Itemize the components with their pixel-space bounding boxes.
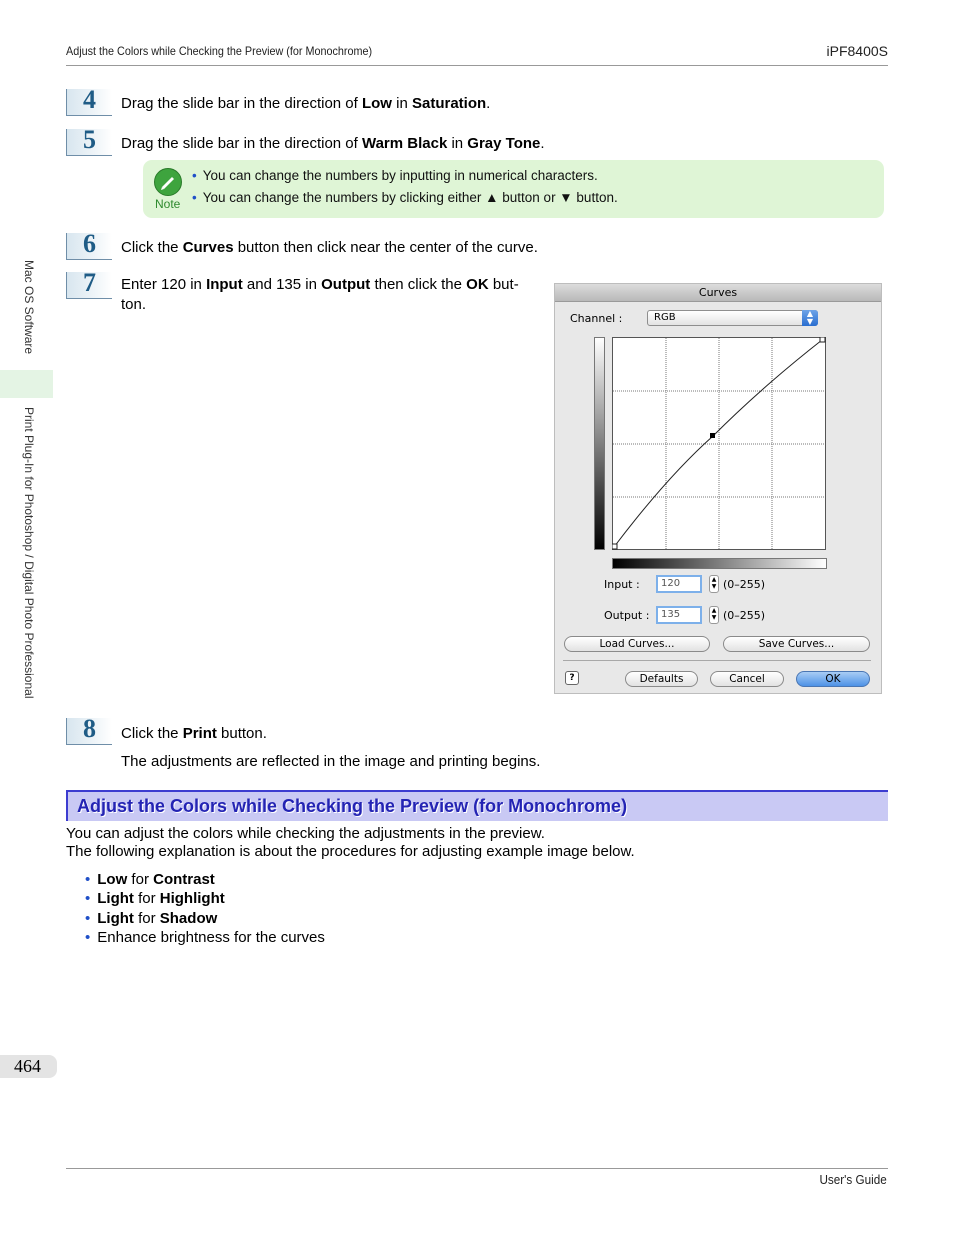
note-pencil-icon	[154, 168, 182, 196]
input-gradient-bar	[612, 558, 827, 569]
step-8-result: The adjustments are reflected in the image and printing begins.	[121, 753, 541, 770]
output-field[interactable]: 135	[656, 606, 702, 624]
help-icon[interactable]: ?	[565, 671, 579, 685]
note-line-2: • You can change the numbers by clicking either ▲ button or ▼ button.	[192, 190, 618, 205]
input-stepper[interactable]: ▲ ▼	[709, 575, 719, 593]
ok-button[interactable]: OK	[796, 671, 870, 687]
output-stepper[interactable]: ▲ ▼	[709, 606, 719, 624]
list-item: • Light for Shadow	[85, 910, 218, 927]
list-item: • Light for Highlight	[85, 890, 225, 907]
cancel-button[interactable]: Cancel	[710, 671, 784, 687]
dialog-title: Curves	[555, 284, 881, 302]
step-6-text: Click the Curves button then click near the center of the curve.	[121, 239, 538, 256]
step-7-text: Enter 120 in Input and 135 in Output then click the OK but- ton.	[121, 276, 519, 313]
running-header-model: iPF8400S	[826, 43, 888, 59]
step-number-6: 6	[66, 233, 112, 260]
page-number: 464	[14, 1056, 41, 1076]
curve-endpoint-low[interactable]	[612, 544, 617, 549]
save-curves-button[interactable]: Save Curves...	[723, 636, 870, 652]
step-number-4: 4	[66, 89, 112, 116]
input-label: Input :	[604, 578, 640, 591]
footer-divider	[66, 1168, 888, 1169]
curve-endpoint-high[interactable]	[820, 337, 825, 342]
dialog-divider	[563, 660, 871, 661]
section-title: Adjust the Colors while Checking the Preview (for Monochrome)	[77, 796, 628, 816]
curve-control-point[interactable]	[710, 433, 715, 438]
step-number-8: 8	[66, 718, 112, 745]
output-range: (0–255)	[723, 609, 766, 622]
output-gradient-bar	[594, 337, 605, 550]
step-4-text: Drag the slide bar in the direction of Low in Saturation.	[121, 95, 491, 112]
list-item: • Enhance brightness for the curves	[85, 929, 325, 946]
chevron-up-down-icon: ▲ ▼	[802, 310, 818, 326]
step-8-text: Click the Print button.	[121, 725, 267, 742]
side-label-print-plugin: Print Plug-In for Photoshop / Digital Photo Professional	[22, 407, 36, 699]
input-range: (0–255)	[723, 578, 766, 591]
channel-value: RGB	[654, 312, 676, 323]
running-header-title: Adjust the Colors while Checking the Preview (for Monochrome)	[66, 44, 373, 58]
channel-label: Channel :	[570, 312, 623, 325]
load-curves-button[interactable]: Load Curves...	[564, 636, 710, 652]
side-label-mac-os-software: Mac OS Software	[22, 260, 36, 355]
output-label: Output :	[604, 609, 650, 622]
curves-dialog	[554, 283, 882, 694]
list-item: • Low for Contrast	[85, 871, 215, 888]
step-number-5: 5	[66, 129, 112, 156]
header-divider	[66, 65, 888, 66]
note-label: Note	[155, 197, 181, 211]
step-5-text: Drag the slide bar in the direction of Warm Black in Gray Tone.	[121, 135, 545, 152]
section-para-1: You can adjust the colors while checking the adjustments in the preview.	[66, 825, 545, 842]
step-number-7: 7	[66, 272, 112, 299]
defaults-button[interactable]: Defaults	[625, 671, 698, 687]
side-tab-marker	[0, 370, 53, 398]
channel-select[interactable]	[647, 310, 818, 326]
curve-graph[interactable]	[612, 337, 827, 551]
input-field[interactable]: 120	[656, 575, 702, 593]
footer-guide-title: User's Guide	[819, 1172, 887, 1187]
section-para-2: The following explanation is about the procedures for adjusting example image below.	[66, 843, 635, 860]
note-line-1: • You can change the numbers by inputting in numerical characters.	[192, 168, 598, 183]
